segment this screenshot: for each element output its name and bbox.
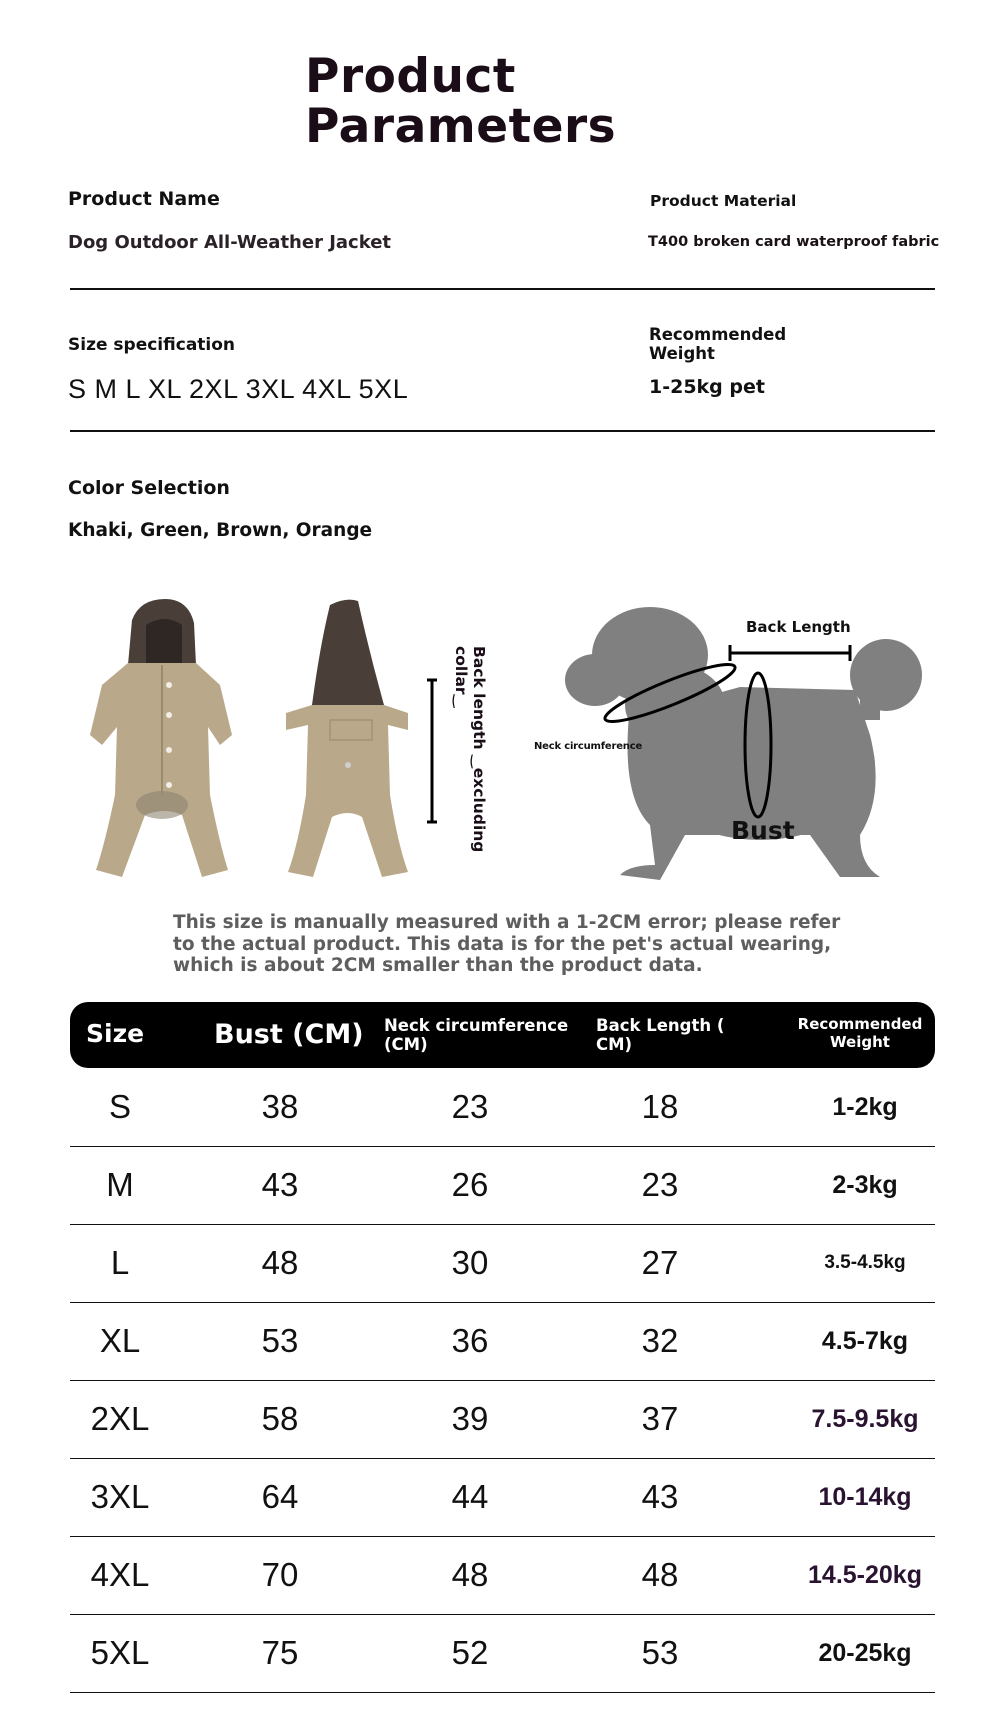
cell-back-length: 23 bbox=[641, 1166, 679, 1203]
divider bbox=[70, 430, 935, 432]
cell-bust: 38 bbox=[261, 1088, 299, 1125]
table-row bbox=[70, 1224, 935, 1303]
cell-size: 3XL bbox=[90, 1478, 150, 1515]
page-title-line1: Product bbox=[305, 49, 516, 104]
back-length-measure-bar bbox=[425, 678, 439, 824]
header-neck-line1: Neck circumference bbox=[384, 1016, 569, 1035]
cell-neck: 48 bbox=[451, 1556, 489, 1593]
product-name-value: Dog Outdoor All-Weather Jacket bbox=[68, 232, 392, 253]
bust-label: Bust bbox=[731, 816, 795, 845]
cell-neck: 36 bbox=[451, 1322, 489, 1359]
cell-weight: 14.5-20kg bbox=[808, 1561, 922, 1589]
product-material-value: T400 broken card waterproof fabric bbox=[648, 234, 940, 250]
table-row bbox=[70, 1302, 935, 1381]
size-spec-label: Size specification bbox=[68, 335, 236, 355]
header-neck bbox=[384, 1016, 568, 1054]
page-title bbox=[305, 49, 617, 154]
cell-size: 2XL bbox=[90, 1400, 150, 1437]
jacket-annotation-line2: collar‿ bbox=[452, 646, 470, 708]
jacket-annotation-line1: Back length ‿excluding bbox=[470, 646, 488, 853]
size-table-header bbox=[70, 1002, 935, 1068]
cell-size: 5XL bbox=[90, 1634, 150, 1671]
color-selection-value: Khaki, Green, Brown, Orange bbox=[68, 520, 373, 541]
table-row bbox=[70, 1458, 935, 1537]
header-weight-line2: Weight bbox=[830, 1033, 890, 1051]
header-back-line1: Back Length ( bbox=[596, 1016, 725, 1035]
cell-weight: 4.5-7kg bbox=[821, 1327, 909, 1355]
table-row bbox=[70, 1380, 935, 1459]
cell-neck: 52 bbox=[451, 1634, 489, 1671]
neck-circumference-label: Neck circumference bbox=[534, 741, 643, 752]
cell-bust: 58 bbox=[261, 1400, 299, 1437]
cell-back-length: 18 bbox=[641, 1088, 679, 1125]
cell-weight: 7.5-9.5kg bbox=[811, 1405, 919, 1433]
recommended-weight-label-line2: Weight bbox=[649, 344, 715, 363]
color-selection-label: Color Selection bbox=[68, 477, 230, 499]
recommended-weight-value: 1-25kg pet bbox=[649, 376, 765, 398]
cell-size: 4XL bbox=[90, 1556, 150, 1593]
header-size: Size bbox=[86, 1019, 145, 1048]
header-neck-line2: (CM) bbox=[384, 1035, 428, 1054]
jacket-front-image bbox=[70, 595, 250, 885]
table-row bbox=[70, 1536, 935, 1615]
cell-back-length: 43 bbox=[641, 1478, 679, 1515]
cell-neck: 23 bbox=[451, 1088, 489, 1125]
header-bust: Bust (CM) bbox=[214, 1019, 364, 1050]
cell-neck: 26 bbox=[451, 1166, 489, 1203]
divider bbox=[70, 288, 935, 290]
product-name-label: Product Name bbox=[68, 188, 220, 210]
cell-size: XL bbox=[99, 1322, 141, 1359]
measurement-note: This size is manually measured with a 1-2CM error; please refer to the actual product. This data is for the pet's actual wearing, which is about 2CM smaller than the product data. bbox=[173, 912, 841, 976]
cell-size: L bbox=[110, 1244, 130, 1281]
table-row bbox=[70, 1614, 935, 1693]
cell-bust: 70 bbox=[261, 1556, 299, 1593]
cell-neck: 39 bbox=[451, 1400, 489, 1437]
jacket-back-image bbox=[258, 595, 438, 885]
cell-size: M bbox=[106, 1166, 134, 1203]
cell-weight: 10-14kg bbox=[818, 1483, 912, 1511]
cell-bust: 53 bbox=[261, 1322, 299, 1359]
cell-back-length: 32 bbox=[641, 1322, 679, 1359]
cell-neck: 30 bbox=[451, 1244, 489, 1281]
header-back-length bbox=[596, 1016, 724, 1054]
cell-bust: 75 bbox=[261, 1634, 299, 1671]
cell-bust: 64 bbox=[261, 1478, 299, 1515]
cell-weight: 20-25kg bbox=[818, 1639, 912, 1667]
cell-weight: 1-2kg bbox=[832, 1093, 898, 1121]
back-length-label: Back Length bbox=[746, 618, 851, 636]
cell-back-length: 53 bbox=[641, 1634, 679, 1671]
recommended-weight-label-line1: Recommended bbox=[649, 325, 787, 344]
header-weight-line1: Recommended bbox=[797, 1015, 923, 1033]
cell-weight: 2-3kg bbox=[832, 1171, 898, 1199]
product-material-label: Product Material bbox=[650, 192, 797, 210]
page-title-line2: Parameters bbox=[305, 99, 617, 154]
jacket-back-length-annotation bbox=[448, 646, 488, 856]
cell-bust: 48 bbox=[261, 1244, 299, 1281]
table-row bbox=[70, 1068, 935, 1147]
cell-size: S bbox=[108, 1088, 131, 1125]
cell-back-length: 48 bbox=[641, 1556, 679, 1593]
header-back-line2: CM) bbox=[596, 1035, 633, 1054]
header-recommended-weight bbox=[790, 1015, 930, 1051]
recommended-weight-label bbox=[649, 325, 786, 363]
cell-weight: 3.5-4.5kg bbox=[824, 1252, 906, 1273]
cell-bust: 43 bbox=[261, 1166, 299, 1203]
table-row bbox=[70, 1146, 935, 1225]
cell-back-length: 37 bbox=[641, 1400, 679, 1437]
cell-back-length: 27 bbox=[641, 1244, 679, 1281]
cell-neck: 44 bbox=[451, 1478, 489, 1515]
size-spec-value: S M L XL 2XL 3XL 4XL 5XL bbox=[68, 374, 409, 404]
